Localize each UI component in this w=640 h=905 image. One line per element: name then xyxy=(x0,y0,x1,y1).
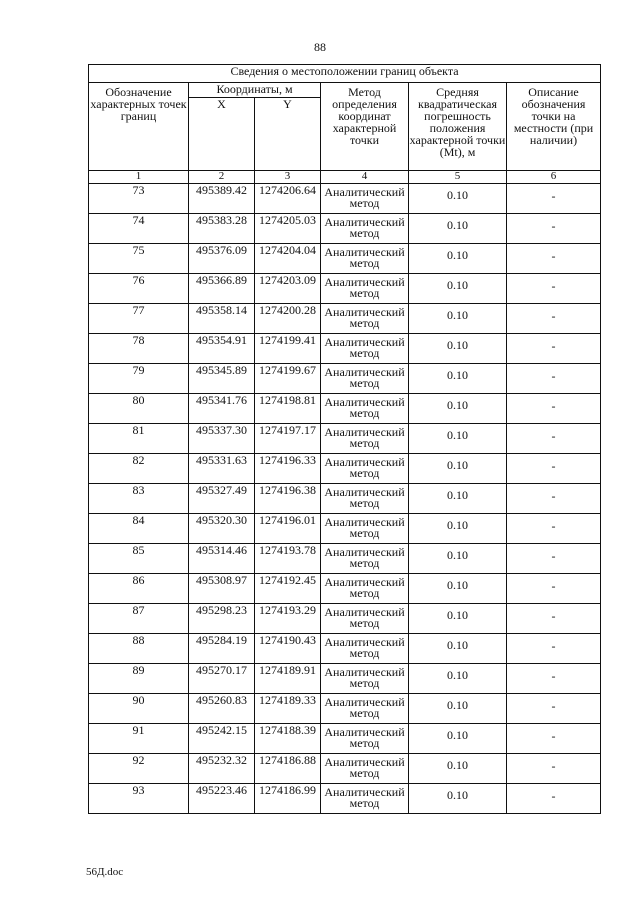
header-error: Средняя квадратическая погрешность положения характерной точки (Mt), м xyxy=(409,83,507,171)
error-cell: 0.10 xyxy=(409,274,507,304)
column-number-row xyxy=(89,171,601,184)
column-number: 4 xyxy=(321,171,409,184)
y-coordinate-cell: 1274197.17 xyxy=(255,424,321,454)
error-cell: 0.10 xyxy=(409,634,507,664)
table-row xyxy=(89,574,601,604)
x-coordinate-cell: 495314.46 xyxy=(189,544,255,574)
point-cell: 77 xyxy=(89,304,189,334)
table-row xyxy=(89,724,601,754)
y-coordinate-cell: 1274196.38 xyxy=(255,484,321,514)
y-coordinate-cell: 1274190.43 xyxy=(255,634,321,664)
x-coordinate-cell: 495383.28 xyxy=(189,214,255,244)
y-coordinate-cell: 1274186.99 xyxy=(255,784,321,814)
y-coordinate-cell: 1274189.91 xyxy=(255,664,321,694)
point-cell: 79 xyxy=(89,364,189,394)
method-cell: Аналитический метод xyxy=(321,244,409,274)
column-number: 3 xyxy=(255,171,321,184)
description-cell: - xyxy=(507,484,601,514)
x-coordinate-cell: 495358.14 xyxy=(189,304,255,334)
method-cell: Аналитический метод xyxy=(321,694,409,724)
method-cell: Аналитический метод xyxy=(321,184,409,214)
x-coordinate-cell: 495308.97 xyxy=(189,574,255,604)
description-cell: - xyxy=(507,544,601,574)
method-cell: Аналитический метод xyxy=(321,634,409,664)
x-coordinate-cell: 495389.42 xyxy=(189,184,255,214)
error-cell: 0.10 xyxy=(409,304,507,334)
method-cell: Аналитический метод xyxy=(321,664,409,694)
y-coordinate-cell: 1274193.29 xyxy=(255,604,321,634)
table-row xyxy=(89,604,601,634)
x-coordinate-cell: 495345.89 xyxy=(189,364,255,394)
method-cell: Аналитический метод xyxy=(321,304,409,334)
method-cell: Аналитический метод xyxy=(321,574,409,604)
header-method: Метод определения координат характерной точки xyxy=(321,83,409,171)
y-coordinate-cell: 1274193.78 xyxy=(255,544,321,574)
point-cell: 92 xyxy=(89,754,189,784)
error-cell: 0.10 xyxy=(409,754,507,784)
method-cell: Аналитический метод xyxy=(321,514,409,544)
table-body xyxy=(89,184,601,814)
x-coordinate-cell: 495354.91 xyxy=(189,334,255,364)
x-coordinate-cell: 495327.49 xyxy=(189,484,255,514)
error-cell: 0.10 xyxy=(409,244,507,274)
method-cell: Аналитический метод xyxy=(321,454,409,484)
page-number: 88 xyxy=(314,40,326,54)
point-cell: 75 xyxy=(89,244,189,274)
header-y: Y xyxy=(255,98,321,171)
description-cell: - xyxy=(507,334,601,364)
description-cell: - xyxy=(507,244,601,274)
x-coordinate-cell: 495376.09 xyxy=(189,244,255,274)
table-row xyxy=(89,454,601,484)
point-cell: 84 xyxy=(89,514,189,544)
method-cell: Аналитический метод xyxy=(321,274,409,304)
table-row xyxy=(89,634,601,664)
table-row xyxy=(89,484,601,514)
method-cell: Аналитический метод xyxy=(321,364,409,394)
point-cell: 80 xyxy=(89,394,189,424)
column-number: 2 xyxy=(189,171,255,184)
method-cell: Аналитический метод xyxy=(321,754,409,784)
header-x: X xyxy=(189,98,255,171)
table-row xyxy=(89,214,601,244)
method-cell: Аналитический метод xyxy=(321,334,409,364)
x-coordinate-cell: 495341.76 xyxy=(189,394,255,424)
description-cell: - xyxy=(507,454,601,484)
description-cell: - xyxy=(507,604,601,634)
error-cell: 0.10 xyxy=(409,694,507,724)
point-cell: 89 xyxy=(89,664,189,694)
point-cell: 86 xyxy=(89,574,189,604)
method-cell: Аналитический метод xyxy=(321,394,409,424)
y-coordinate-cell: 1274188.39 xyxy=(255,724,321,754)
y-coordinate-cell: 1274205.03 xyxy=(255,214,321,244)
point-cell: 85 xyxy=(89,544,189,574)
error-cell: 0.10 xyxy=(409,454,507,484)
table-row xyxy=(89,184,601,214)
method-cell: Аналитический метод xyxy=(321,424,409,454)
error-cell: 0.10 xyxy=(409,394,507,424)
description-cell: - xyxy=(507,784,601,814)
description-cell: - xyxy=(507,424,601,454)
y-coordinate-cell: 1274186.88 xyxy=(255,754,321,784)
method-cell: Аналитический метод xyxy=(321,544,409,574)
table-row xyxy=(89,694,601,724)
method-cell: Аналитический метод xyxy=(321,484,409,514)
description-cell: - xyxy=(507,364,601,394)
error-cell: 0.10 xyxy=(409,484,507,514)
y-coordinate-cell: 1274204.04 xyxy=(255,244,321,274)
point-cell: 76 xyxy=(89,274,189,304)
error-cell: 0.10 xyxy=(409,334,507,364)
y-coordinate-cell: 1274196.33 xyxy=(255,454,321,484)
x-coordinate-cell: 495270.17 xyxy=(189,664,255,694)
error-cell: 0.10 xyxy=(409,664,507,694)
error-cell: 0.10 xyxy=(409,784,507,814)
table-row xyxy=(89,394,601,424)
description-cell: - xyxy=(507,184,601,214)
point-cell: 88 xyxy=(89,634,189,664)
point-cell: 90 xyxy=(89,694,189,724)
x-coordinate-cell: 495284.19 xyxy=(189,634,255,664)
description-cell: - xyxy=(507,724,601,754)
method-cell: Аналитический метод xyxy=(321,724,409,754)
header-coordinates: Координаты, м xyxy=(189,83,321,98)
table-title: Сведения о местоположении границ объекта xyxy=(89,65,601,83)
header-description: Описание обозначения точки на местности (при наличии) xyxy=(507,83,601,171)
point-cell: 93 xyxy=(89,784,189,814)
description-cell: - xyxy=(507,634,601,664)
point-cell: 91 xyxy=(89,724,189,754)
method-cell: Аналитический метод xyxy=(321,784,409,814)
footer-filename: 56Д.doc xyxy=(86,866,124,878)
y-coordinate-cell: 1274203.09 xyxy=(255,274,321,304)
error-cell: 0.10 xyxy=(409,184,507,214)
y-coordinate-cell: 1274206.64 xyxy=(255,184,321,214)
description-cell: - xyxy=(507,214,601,244)
column-number: 5 xyxy=(409,171,507,184)
x-coordinate-cell: 495366.89 xyxy=(189,274,255,304)
error-cell: 0.10 xyxy=(409,364,507,394)
y-coordinate-cell: 1274200.28 xyxy=(255,304,321,334)
description-cell: - xyxy=(507,664,601,694)
point-cell: 81 xyxy=(89,424,189,454)
description-cell: - xyxy=(507,574,601,604)
point-cell: 82 xyxy=(89,454,189,484)
method-cell: Аналитический метод xyxy=(321,604,409,634)
table-row xyxy=(89,424,601,454)
table-row xyxy=(89,364,601,394)
point-cell: 78 xyxy=(89,334,189,364)
table-row xyxy=(89,544,601,574)
column-number: 1 xyxy=(89,171,189,184)
point-cell: 74 xyxy=(89,214,189,244)
table-row xyxy=(89,784,601,814)
table-row xyxy=(89,514,601,544)
x-coordinate-cell: 495223.46 xyxy=(189,784,255,814)
description-cell: - xyxy=(507,274,601,304)
table-row xyxy=(89,244,601,274)
point-cell: 87 xyxy=(89,604,189,634)
y-coordinate-cell: 1274199.67 xyxy=(255,364,321,394)
column-number: 6 xyxy=(507,171,601,184)
y-coordinate-cell: 1274189.33 xyxy=(255,694,321,724)
x-coordinate-cell: 495260.83 xyxy=(189,694,255,724)
description-cell: - xyxy=(507,694,601,724)
x-coordinate-cell: 495337.30 xyxy=(189,424,255,454)
error-cell: 0.10 xyxy=(409,724,507,754)
point-cell: 83 xyxy=(89,484,189,514)
description-cell: - xyxy=(507,394,601,424)
y-coordinate-cell: 1274199.41 xyxy=(255,334,321,364)
x-coordinate-cell: 495298.23 xyxy=(189,604,255,634)
method-cell: Аналитический метод xyxy=(321,214,409,244)
error-cell: 0.10 xyxy=(409,214,507,244)
y-coordinate-cell: 1274198.81 xyxy=(255,394,321,424)
error-cell: 0.10 xyxy=(409,574,507,604)
table-row xyxy=(89,334,601,364)
header-designation: Обозначение характерных точек границ xyxy=(89,83,189,171)
table-row xyxy=(89,274,601,304)
description-cell: - xyxy=(507,304,601,334)
x-coordinate-cell: 495331.63 xyxy=(189,454,255,484)
table-row xyxy=(89,664,601,694)
x-coordinate-cell: 495232.32 xyxy=(189,754,255,784)
table-row xyxy=(89,754,601,784)
error-cell: 0.10 xyxy=(409,544,507,574)
description-cell: - xyxy=(507,754,601,784)
y-coordinate-cell: 1274192.45 xyxy=(255,574,321,604)
error-cell: 0.10 xyxy=(409,424,507,454)
error-cell: 0.10 xyxy=(409,514,507,544)
x-coordinate-cell: 495242.15 xyxy=(189,724,255,754)
description-cell: - xyxy=(507,514,601,544)
x-coordinate-cell: 495320.30 xyxy=(189,514,255,544)
table-row xyxy=(89,304,601,334)
point-cell: 73 xyxy=(89,184,189,214)
boundary-coordinates-table xyxy=(88,64,601,814)
error-cell: 0.10 xyxy=(409,604,507,634)
y-coordinate-cell: 1274196.01 xyxy=(255,514,321,544)
